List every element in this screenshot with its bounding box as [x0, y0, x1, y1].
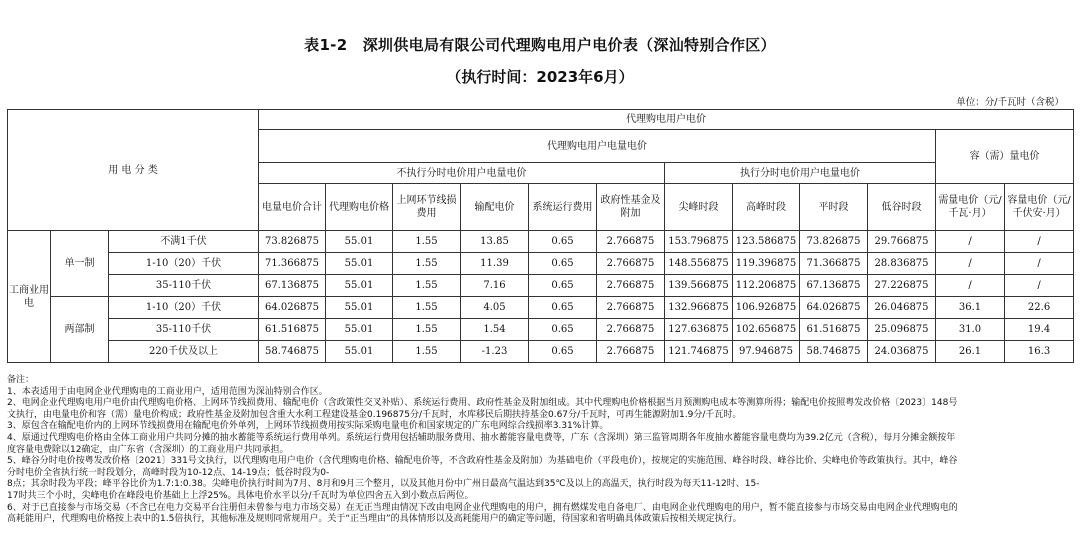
cell-peak: 106.926875: [733, 297, 800, 319]
cell-demand-price: /: [936, 231, 1005, 253]
col-flat: 平时段: [800, 184, 868, 231]
voltage-level: 1-10（20）千伏: [109, 297, 259, 319]
cell-peak: 97.946875: [733, 341, 800, 363]
voltage-level: 不满1千伏: [109, 231, 259, 253]
cell-sharp-peak: 153.796875: [665, 231, 733, 253]
note-line: 4、原通过代理购电价格由全体工商业用户共同分摊的抽水蓄能等系统运行费用单列。系统运行费用包括辅助服务费用、抽水蓄能容量电费等，广东（含深圳）第三监管周期各年度抽水蓄能容量电费均为39.2亿元（含税），每月分摊金额按年: [7, 432, 956, 443]
cell-agent-price: 55.01: [326, 341, 393, 363]
cell-peak: 102.656875: [733, 319, 800, 341]
cell-capacity-price: /: [1005, 275, 1074, 297]
cell-agent-price: 55.01: [326, 231, 393, 253]
cell-demand-price: 26.1: [936, 341, 1005, 363]
table-row: [8, 275, 1074, 297]
cell-capacity-price: 16.3: [1005, 341, 1074, 363]
note-line: 8点；其余时段为平段；峰平谷比价为1.7:1:0.38。尖峰电价执行时间为7月、8月和9月三个整月，以及其他月份中广州日最高气温达到35℃及以上的高温天，执行时段为每天11-12时、15-: [7, 479, 760, 490]
table-title: 表1-2 深圳供电局有限公司代理购电用户电价表（深汕特别合作区）: [304, 36, 776, 54]
cell-transmission: 1.54: [461, 319, 529, 341]
cell-gov-fund: 2.766875: [597, 341, 665, 363]
cell-capacity-price: 19.4: [1005, 319, 1074, 341]
cell-valley: 29.766875: [868, 231, 936, 253]
tou-header: 执行分时电价用户电量电价: [665, 163, 936, 184]
cell-sharp-peak: 132.966875: [665, 297, 733, 319]
cell-capacity-price: 22.6: [1005, 297, 1074, 319]
group-label: 工商业用电: [8, 231, 51, 363]
col-valley: 低谷时段: [868, 184, 936, 231]
cell-gov-fund: 2.766875: [597, 231, 665, 253]
cell-energy-total: 64.026875: [259, 297, 326, 319]
col-agent-price: 代理购电价格: [326, 184, 393, 231]
subgroup-single: 单一制: [51, 231, 109, 297]
cell-valley: 26.046875: [868, 297, 936, 319]
notes-section: [7, 375, 1073, 526]
cell-demand-price: 31.0: [936, 319, 1005, 341]
cell-sharp-peak: 148.556875: [665, 253, 733, 275]
cell-valley: 27.226875: [868, 275, 936, 297]
cell-valley: 28.836875: [868, 253, 936, 275]
cell-sharp-peak: 121.746875: [665, 341, 733, 363]
col-capacity-price: 容量电价（元/千伏安·月）: [1005, 184, 1074, 231]
col-transmission: 输配电价: [461, 184, 529, 231]
table-row: [8, 319, 1074, 341]
cell-valley: 25.096875: [868, 319, 936, 341]
cell-agent-price: 55.01: [326, 275, 393, 297]
note-line: 1、本表适用于由电网企业代理购电的工商业用户，适用范围为深汕特别合作区。: [7, 386, 328, 397]
cell-peak: 123.586875: [733, 231, 800, 253]
note-line: 2、电网企业代理购电用户电价由代理购电价格、上网环节线损费用、输配电价（含政策性交叉补贴）、系统运行费用、政府性基金及附加组成。其中代理购电价格根据当月预测购电成本等测算所得；输配电价按照粤发改价格〔2023〕148号: [7, 398, 958, 409]
cell-system-cost: 0.65: [529, 297, 597, 319]
cell-valley: 24.036875: [868, 341, 936, 363]
cell-line-loss: 1.55: [393, 253, 461, 275]
cell-transmission: -1.23: [461, 341, 529, 363]
cell-energy-total: 61.516875: [259, 319, 326, 341]
table-row: [8, 341, 1074, 363]
subgroup-two-part: 两部制: [51, 297, 109, 363]
cell-system-cost: 0.65: [529, 231, 597, 253]
cell-gov-fund: 2.766875: [597, 253, 665, 275]
table-row: [8, 297, 1074, 319]
cell-flat: 73.826875: [800, 231, 868, 253]
cell-line-loss: 1.55: [393, 231, 461, 253]
category-header: 用 电 分 类: [8, 110, 259, 231]
cell-flat: 67.136875: [800, 275, 868, 297]
capacity-price-header: 容（需）量电价: [936, 130, 1074, 184]
agent-user-price-header: 代理购电用户电价: [259, 110, 1074, 130]
cell-energy-total: 71.366875: [259, 253, 326, 275]
price-table: [7, 109, 1074, 363]
col-energy-total: 电量电价合计: [259, 184, 326, 231]
note-line: 文执行，由电量电价和容（需）量电价构成；政府性基金及附加包含重大水利工程建设基金0.196875分/千瓦时，水库移民后期扶持基金0.67分/千瓦时，可再生能源附加1.9分/千瓦时。: [7, 409, 742, 420]
note-line: 17时共三个小时，尖峰电价在峰段电价基础上上浮25%。具体电价水平以分/千瓦时为单位四舍五入到小数点后两位。: [7, 490, 474, 501]
cell-demand-price: 36.1: [936, 297, 1005, 319]
cell-flat: 71.366875: [800, 253, 868, 275]
unit-label: 单位：分/千瓦时（含税）: [956, 97, 1064, 108]
cell-capacity-price: /: [1005, 253, 1074, 275]
cell-peak: 112.206875: [733, 275, 800, 297]
cell-capacity-price: /: [1005, 231, 1074, 253]
cell-gov-fund: 2.766875: [597, 297, 665, 319]
cell-flat: 61.516875: [800, 319, 868, 341]
execution-time: （执行时间：2023年6月）: [446, 68, 634, 86]
cell-line-loss: 1.55: [393, 319, 461, 341]
cell-agent-price: 55.01: [326, 297, 393, 319]
cell-demand-price: /: [936, 253, 1005, 275]
cell-line-loss: 1.55: [393, 297, 461, 319]
cell-sharp-peak: 127.636875: [665, 319, 733, 341]
cell-energy-total: 58.746875: [259, 341, 326, 363]
cell-system-cost: 0.65: [529, 253, 597, 275]
non-tou-header: 不执行分时电价用户电量电价: [259, 163, 665, 184]
col-peak: 高峰时段: [733, 184, 800, 231]
col-sharp-peak: 尖峰时段: [665, 184, 733, 231]
note-line: 3、原包含在输配电价内的上网环节线损费用在输配电价外单列，上网环节线损费用按实际采购电量电价和国家规定的广东电网综合线损率3.31%计算。: [7, 421, 609, 432]
voltage-level: 35-110千伏: [109, 275, 259, 297]
cell-peak: 119.396875: [733, 253, 800, 275]
cell-system-cost: 0.65: [529, 319, 597, 341]
voltage-level: 220千伏及以上: [109, 341, 259, 363]
cell-agent-price: 55.01: [326, 319, 393, 341]
cell-line-loss: 1.55: [393, 341, 461, 363]
cell-flat: 64.026875: [800, 297, 868, 319]
cell-gov-fund: 2.766875: [597, 319, 665, 341]
note-line: 6、对于已直接参与市场交易（不含已在电力交易平台注册但未曾参与电力市场交易）在无正当理由情况下改由电网企业代理购电的用户，拥有燃煤发电自备电厂、由电网企业代理购电的用户，暂不能直接参与市场交易由电网企业代理购电的: [7, 502, 958, 513]
voltage-level: 35-110千伏: [109, 319, 259, 341]
col-system-cost: 系统运行费用: [529, 184, 597, 231]
cell-transmission: 13.85: [461, 231, 529, 253]
note-line: 度容量电费除以12确定，由广东省（含深圳）的工商业用户共同承担。: [7, 444, 289, 455]
note-line: 5、峰谷分时电价按粤发改价格〔2021〕331号文执行，以代理购电用户电价（含代理购电价格、输配电价等，不含政府性基金及附加）为基础电价（平段电价），按规定的实施范围、峰谷时段、峰谷比价、尖峰电价等政策执行。其中，峰谷: [7, 456, 958, 467]
col-line-loss: 上网环节线损费用: [393, 184, 461, 231]
cell-line-loss: 1.55: [393, 275, 461, 297]
table-row: [8, 253, 1074, 275]
cell-energy-total: 73.826875: [259, 231, 326, 253]
cell-flat: 58.746875: [800, 341, 868, 363]
note-line: 高耗能用户，代理购电价格按上表中的1.5倍执行，其他标准及规则同常规用户。关于“正当理由”的具体情形以及高耗能用户的确定等问题，待国家和省明确具体政策后按相关规定执行。: [7, 514, 742, 525]
col-gov-fund: 政府性基金及附加: [597, 184, 665, 231]
cell-transmission: 11.39: [461, 253, 529, 275]
voltage-level: 1-10（20）千伏: [109, 253, 259, 275]
cell-demand-price: /: [936, 275, 1005, 297]
cell-transmission: 7.16: [461, 275, 529, 297]
cell-gov-fund: 2.766875: [597, 275, 665, 297]
notes-heading: 备注：: [7, 375, 35, 385]
cell-system-cost: 0.65: [529, 341, 597, 363]
cell-transmission: 4.05: [461, 297, 529, 319]
cell-sharp-peak: 139.566875: [665, 275, 733, 297]
col-demand-price: 需量电价（元/千瓦·月）: [936, 184, 1005, 231]
cell-agent-price: 55.01: [326, 253, 393, 275]
cell-energy-total: 67.136875: [259, 275, 326, 297]
cell-system-cost: 0.65: [529, 275, 597, 297]
table-row: [8, 231, 1074, 253]
agent-energy-price-header: 代理购电用户电量电价: [259, 130, 936, 163]
note-line: 分时电价全省执行统一时段划分，高峰时段为10-12点、14-19点；低谷时段为0-: [7, 467, 330, 478]
